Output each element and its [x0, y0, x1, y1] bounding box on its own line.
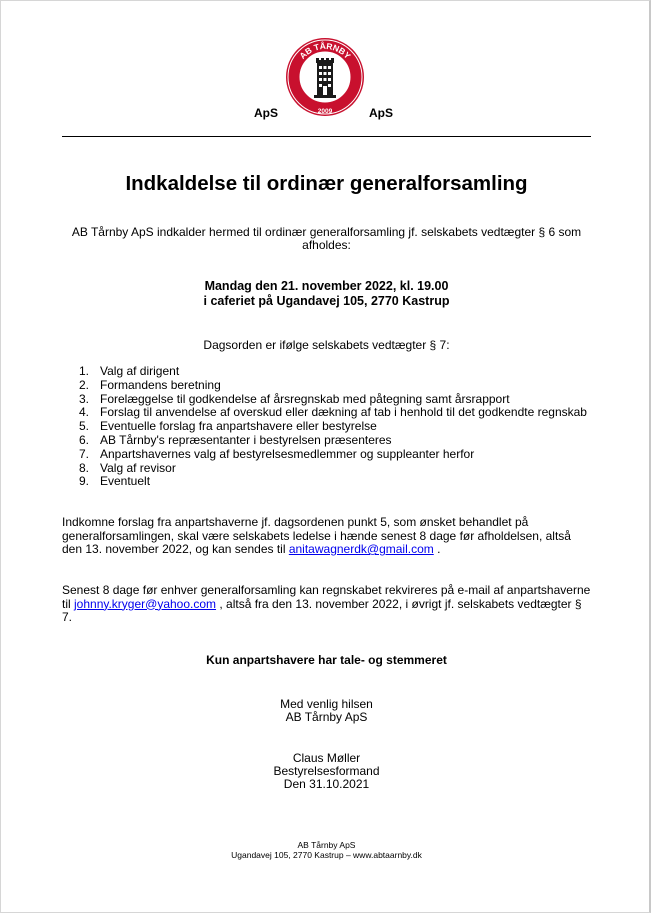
page-footer	[0, 840, 653, 860]
header-divider	[62, 136, 591, 137]
document-title: Indkaldelse til ordinær generalforsamling	[125, 172, 528, 195]
agenda-item: 3. Forelæggelse til godkendelse af årsregnskab med påtegning samt årsrapport	[79, 391, 510, 406]
signature-name: Claus Møller	[292, 751, 361, 765]
agenda-intro: Dagsorden er ifølge selskabets vedtægter § 7:	[203, 338, 450, 352]
signature-role: Bestyrelsesformand	[273, 764, 380, 778]
aps-label-right: ApS	[369, 106, 393, 120]
accounts-paragraph: Senest 8 dage før enhver generalforsamling kan regnskabet rekvireres på e-mail af anpartshaverne til johnny.kryger@yahoo.com , altså fra den 13. november 2022, i øvrigt jf. selskabets vedtægter § 7.	[62, 583, 591, 624]
footer-address: Ugandavej 105, 2770 Kastrup – www.abtaarnby.dk	[231, 850, 422, 860]
agenda-item: 6. AB Tårnby's repræsentanter i bestyrelsen præsenteres	[79, 432, 392, 447]
proposals-paragraph: Indkomne forslag fra anpartshaverne jf. dagsordenen punkt 5, som ønsket behandlet på generalforsamlingen, skal være selskabets ledelse i hænde senest 8 dage før afholdelsen, altså den 13. november 2022, og kan sendes til anitawagnerdk@gmail.com .	[62, 515, 571, 556]
agenda-item: 7. Anpartshavernes valg af bestyrelsesmedlemmer og suppleanter herfor	[79, 446, 475, 461]
agenda-item: 2. Formandens beretning	[79, 377, 221, 392]
agenda-list	[79, 365, 587, 489]
email-link-anita[interactable]: anitawagnerdk@gmail.com	[288, 542, 434, 556]
signature-date: Den 31.10.2021	[283, 777, 370, 791]
signature-block	[0, 752, 653, 791]
aps-label-left: ApS	[254, 106, 278, 120]
closing-company: AB Tårnby ApS	[285, 710, 368, 724]
footer-company: AB Tårnby ApS	[297, 840, 356, 850]
agenda-item: 9. Eventuelt	[79, 474, 151, 489]
agenda-item: 5. Eventuelle forslag fra anpartshavere eller bestyrelse	[79, 419, 377, 434]
meeting-place: i caferiet på Ugandavej 105, 2770 Kastrup	[203, 294, 450, 308]
closing-greeting: Med venlig hilsen	[280, 697, 373, 711]
intro-paragraph: AB Tårnby ApS indkalder hermed til ordinær generalforsamling jf. selskabets vedtægter § 6 som afholdes:	[71, 225, 582, 252]
agenda-item: 4. Forslag til anvendelse af overskud eller dækning af tab i henhold til det godkendte regnskab	[79, 405, 587, 420]
voting-rights-notice: Kun anpartshavere har tale- og stemmeret	[206, 653, 447, 667]
closing-block	[0, 698, 653, 724]
agenda-item: 1. Valg af dirigent	[79, 364, 180, 378]
svg-text:AB TÅRNBY: AB TÅRNBY	[297, 40, 353, 61]
email-link-johnny[interactable]: johnny.kryger@yahoo.com	[74, 596, 217, 611]
ab-tarnby-logo	[285, 37, 365, 117]
meeting-date: Mandag den 21. november 2022, kl. 19.00	[204, 279, 449, 293]
svg-text:2009: 2009	[317, 108, 333, 115]
agenda-item: 8. Valg af revisor	[79, 460, 176, 475]
meeting-details	[0, 279, 653, 309]
